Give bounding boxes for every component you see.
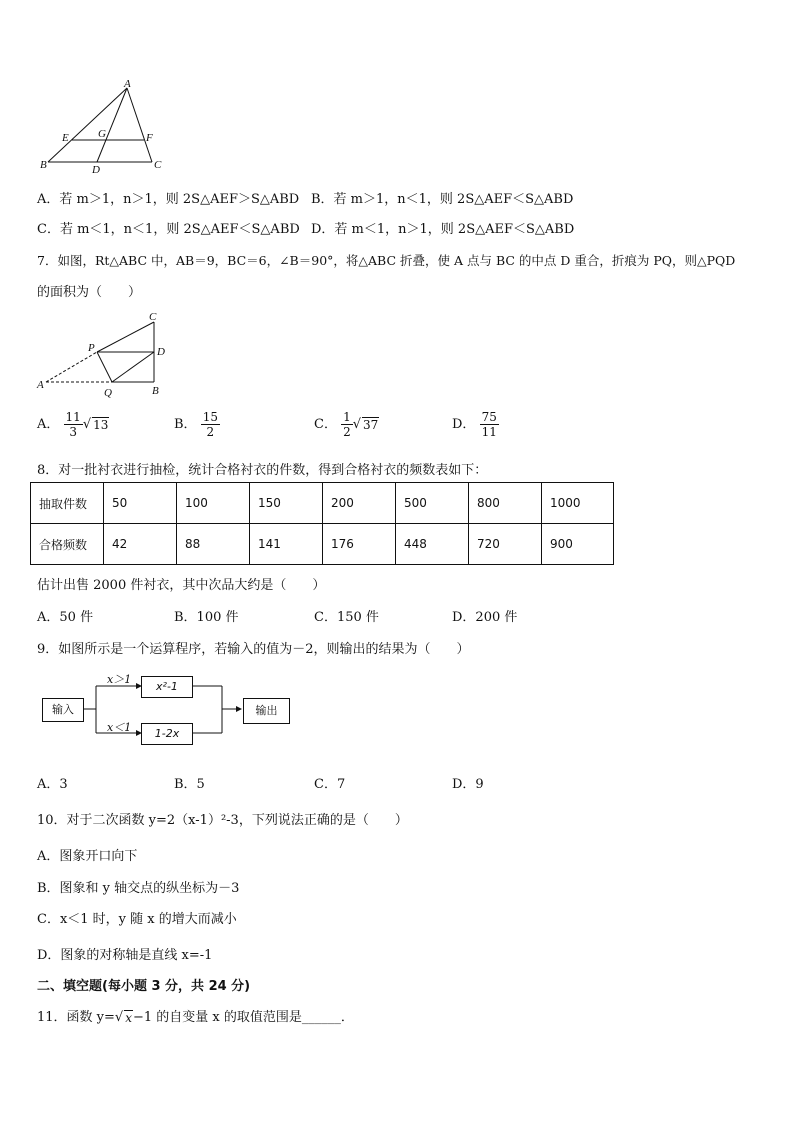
q10-option-c: C．x＜1 时，y 随 x 的增大而减小 <box>37 912 237 927</box>
table-cell: 176 <box>323 524 396 565</box>
label-Q: Q <box>104 387 112 398</box>
flow-input-box <box>42 698 84 722</box>
q8-question: 估计出售 2000 件衬衣，其中次品大约是（ ） <box>37 578 326 593</box>
table-cell: 448 <box>396 524 469 565</box>
q6-option-d: D．若 m＜1，n＞1，则 2S△AEF＜S△ABD <box>311 222 575 237</box>
label-C: C <box>149 311 157 323</box>
q7-option-c: C． $\frac{1}{2}$ √ 37 <box>314 410 379 439</box>
q7-option-b: B． $\frac{15}{2}$ <box>174 410 218 439</box>
table-cell: 800 <box>469 483 542 524</box>
table-cell: 720 <box>469 524 542 565</box>
label-C: C <box>154 159 162 171</box>
q8-option-d: D．200 件 <box>452 610 518 625</box>
flow-input-label: 输入 <box>52 703 74 716</box>
q8-option-c: C．150 件 <box>314 610 379 625</box>
q9-option-a: A．3 <box>37 777 68 792</box>
section-heading: 二、填空题(每小题 3 分，共 24 分) <box>37 979 251 994</box>
q10-option-d: D．图象的对称轴是直线 x=-1 <box>37 948 213 963</box>
flow-condition-top: x＞1 <box>107 673 132 686</box>
table-cell: 150 <box>250 483 323 524</box>
q10-option-a: A．图象开口向下 <box>37 849 138 864</box>
flow-output-label: 输出 <box>255 704 278 717</box>
label-A: A <box>124 78 131 90</box>
table-cell: 42 <box>104 524 177 565</box>
q7-option-a: A． $\frac{11}{3}$ √ 13 <box>37 410 109 439</box>
flow-condition-bottom: x＜1 <box>107 721 132 734</box>
table-cell: 100 <box>177 483 250 524</box>
table-cell: 200 <box>323 483 396 524</box>
q6-option-b: B．若 m＞1，n＜1，则 2S△AEF＜S△ABD <box>311 192 574 207</box>
q9-stem: 9．如图所示是一个运算程序，若输入的值为－2，则输出的结果为（ ） <box>37 642 470 657</box>
label-D: D <box>157 346 165 358</box>
q10-stem: 10．对于二次函数 y=2（x-1）²-3，下列说法正确的是（ ） <box>37 813 408 828</box>
label-B: B <box>40 159 47 171</box>
table-cell: 141 <box>250 524 323 565</box>
label-B: B <box>152 385 159 397</box>
label-E: E <box>62 132 69 144</box>
table-cell: 合格频数 <box>31 524 104 565</box>
q9-option-c: C．7 <box>314 777 346 792</box>
q9-option-d: D．9 <box>452 777 484 792</box>
table-cell: 50 <box>104 483 177 524</box>
flow-output-box <box>243 698 290 724</box>
q8-option-a: A．50 件 <box>37 610 94 625</box>
q7-stem-line2: 的面积为（ ） <box>37 285 142 300</box>
q9-option-b: B．5 <box>174 777 205 792</box>
q11-stem: 11．函数 y=√ x−1 的自变量 x 的取值范围是______． <box>37 1010 354 1025</box>
fold-figure-q7 <box>34 310 174 398</box>
table-row <box>31 483 614 524</box>
table-cell: 88 <box>177 524 250 565</box>
flow-expr-bottom: 1-2x <box>154 727 180 740</box>
q8-stem: 8．对一批衬衣进行抽检，统计合格衬衣的件数，得到合格衬衣的频数表如下： <box>37 463 488 478</box>
q7-stem-line1: 7．如图，Rt△ABC 中，AB＝9，BC＝6，∠B＝90°，将△ABC 折叠，使 A 点与 BC 的中点 D 重合，折痕为 PQ，则△PQD <box>37 253 736 268</box>
label-G: G <box>98 128 106 140</box>
q8-option-b: B．100 件 <box>174 610 239 625</box>
triangle-figure-q6 <box>36 78 166 174</box>
flow-expr-top-box <box>141 676 193 698</box>
q10-option-b: B．图象和 y 轴交点的纵坐标为－3 <box>37 881 240 896</box>
q7-option-d: D． $\frac{75}{11}$ <box>452 410 497 439</box>
table-cell: 1000 <box>542 483 614 524</box>
q6-option-a: A．若 m＞1，n＞1，则 2S△AEF＞S△ABD <box>37 192 300 207</box>
flow-expr-top: x²-1 <box>156 680 178 693</box>
table-cell: 900 <box>542 524 614 565</box>
table-row <box>31 524 614 565</box>
frequency-table <box>30 482 614 565</box>
q6-option-c: C．若 m＜1，n＜1，则 2S△AEF＜S△ABD <box>37 222 300 237</box>
flow-expr-bottom-box <box>141 723 193 745</box>
table-cell: 抽取件数 <box>31 483 104 524</box>
label-D: D <box>92 164 100 174</box>
label-A: A <box>37 379 44 391</box>
label-P: P <box>88 342 95 354</box>
table-cell: 500 <box>396 483 469 524</box>
label-F: F <box>146 132 153 144</box>
